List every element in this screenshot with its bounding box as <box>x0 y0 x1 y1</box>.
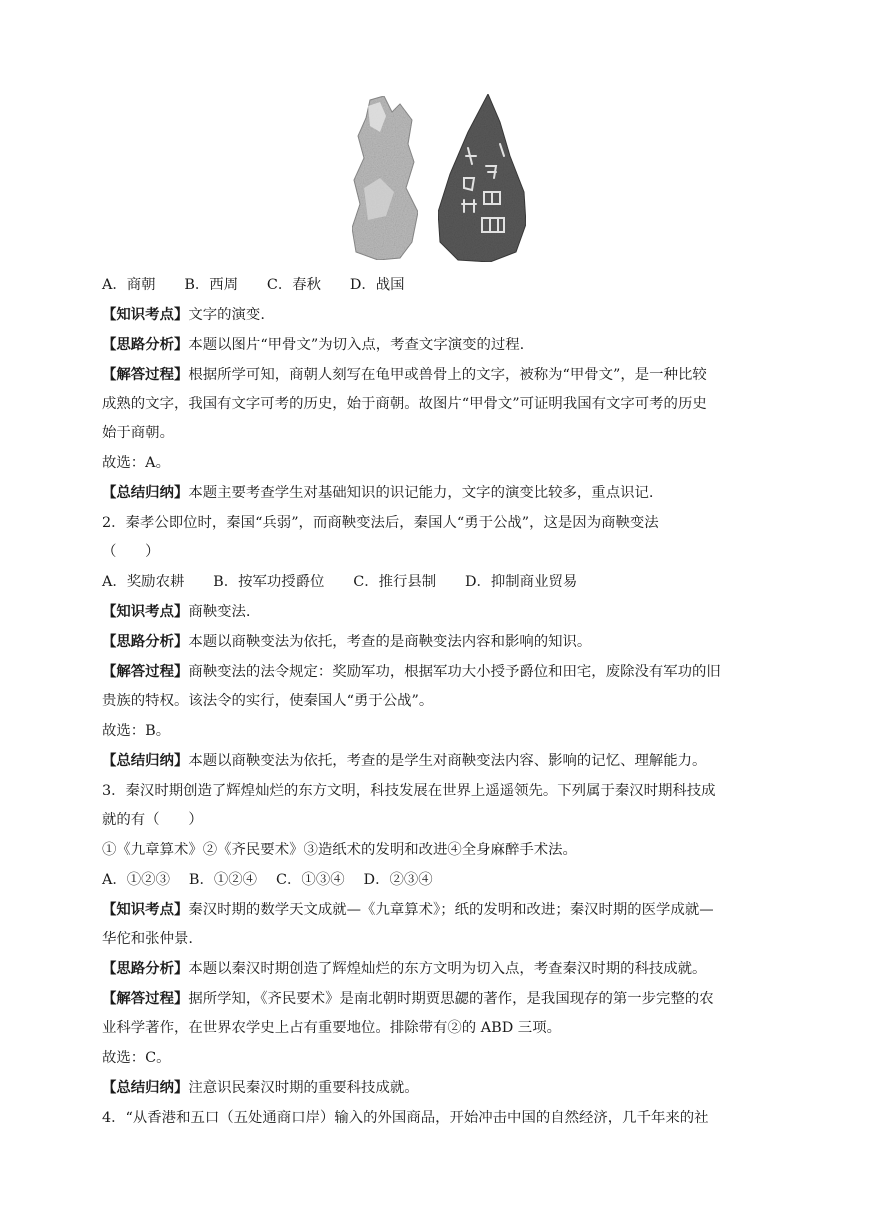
solution-q1-line2: 成熟的文字，我国有文字可考的历史，始于商朝。故图片“甲骨文”可证明我国有文字可考的历史 <box>102 396 707 412</box>
question-3-line2: 就的有（ ） <box>102 812 203 828</box>
knowledge-point-q3-line1: 【知识考点】秦汉时期的数学天文成就—《九章算术》；纸的发明和改进；秦汉时期的医学成就— <box>102 901 714 918</box>
question-3-items: ①《九章算术》②《齐民要术》③造纸术的发明和改进④全身麻醉手术法。 <box>102 842 577 858</box>
knowledge-point-q2: 【知识考点】商鞅变法. <box>102 603 251 620</box>
question-4-line1: 4．“从香港和五口（五处通商口岸）输入的外国商品，开始冲击中国的自然经济，几千年来的社 <box>102 1110 709 1126</box>
oracle-bone-fragments-icon <box>340 92 530 264</box>
answer-options-q3: A．①②③ B．①②④ C．①③④ D．②③④ <box>102 872 433 888</box>
analysis-q1: 【思路分析】本题以图片“甲骨文”为切入点，考查文字演变的过程. <box>102 336 525 353</box>
summary-q3: 【总结归纳】注意识民秦汉时期的重要科技成就。 <box>102 1079 419 1096</box>
solution-q2-line2: 贵族的特权。该法令的实行，使秦国人“勇于公战”。 <box>102 693 434 709</box>
question-3-line1: 3．秦汉时期创造了辉煌灿烂的东方文明，科技发展在世界上遥遥领先。下列属于秦汉时期科技成 <box>102 783 716 799</box>
question-2-paren: （ ） <box>102 544 160 560</box>
summary-q1: 【总结归纳】本题主要考查学生对基础知识的识记能力，文字的演变比较多，重点识记. <box>102 484 654 501</box>
answer-options-q2: A．奖励农耕 B．按军功授爵位 C．推行县制 D．抑制商业贸易 <box>102 574 578 590</box>
answer-q2: 故选：B。 <box>102 723 171 739</box>
knowledge-point-q3-line2: 华佗和张仲景. <box>102 931 193 947</box>
solution-q1-line1: 【解答过程】根据所学可知，商朝人刻写在龟甲或兽骨上的文字，被称为“甲骨文”，是一种比较 <box>102 366 707 383</box>
analysis-q3: 【思路分析】本题以秦汉时期创造了辉煌灿烂的东方文明为切入点，考查秦汉时期的科技成就。 <box>102 960 707 977</box>
solution-q2-line1: 【解答过程】商鞅变法的法令规定：奖励军功，根据军功大小授予爵位和田宅，废除没有军功的旧 <box>102 663 721 680</box>
answer-options-q1: A．商朝 B．西周 C．春秋 D．战国 <box>102 277 405 293</box>
question-2: 2．秦孝公即位时，秦国“兵弱”，而商鞅变法后，秦国人“勇于公战”，这是因为商鞅变法 <box>102 515 659 531</box>
answer-q3: 故选：C。 <box>102 1050 171 1066</box>
summary-q2: 【总结归纳】本题以商鞅变法为依托，考查的是学生对商鞅变法内容、影响的记忆、理解能力。 <box>102 752 707 769</box>
answer-q1: 故选：A。 <box>102 455 170 471</box>
solution-q3-line2: 业科学著作，在世界农学史上占有重要地位。排除带有②的 ABD 三项。 <box>102 1020 561 1036</box>
solution-q3-line1: 【解答过程】据所学知，《齐民要术》是南北朝时期贾思勰的著作，是我国现存的第一步完整的农 <box>102 990 714 1007</box>
knowledge-point-q1: 【知识考点】文字的演变. <box>102 306 265 323</box>
analysis-q2: 【思路分析】本题以商鞅变法为依托，考查的是商鞅变法内容和影响的知识。 <box>102 633 592 650</box>
solution-q1-line3: 始于商朝。 <box>102 425 174 441</box>
